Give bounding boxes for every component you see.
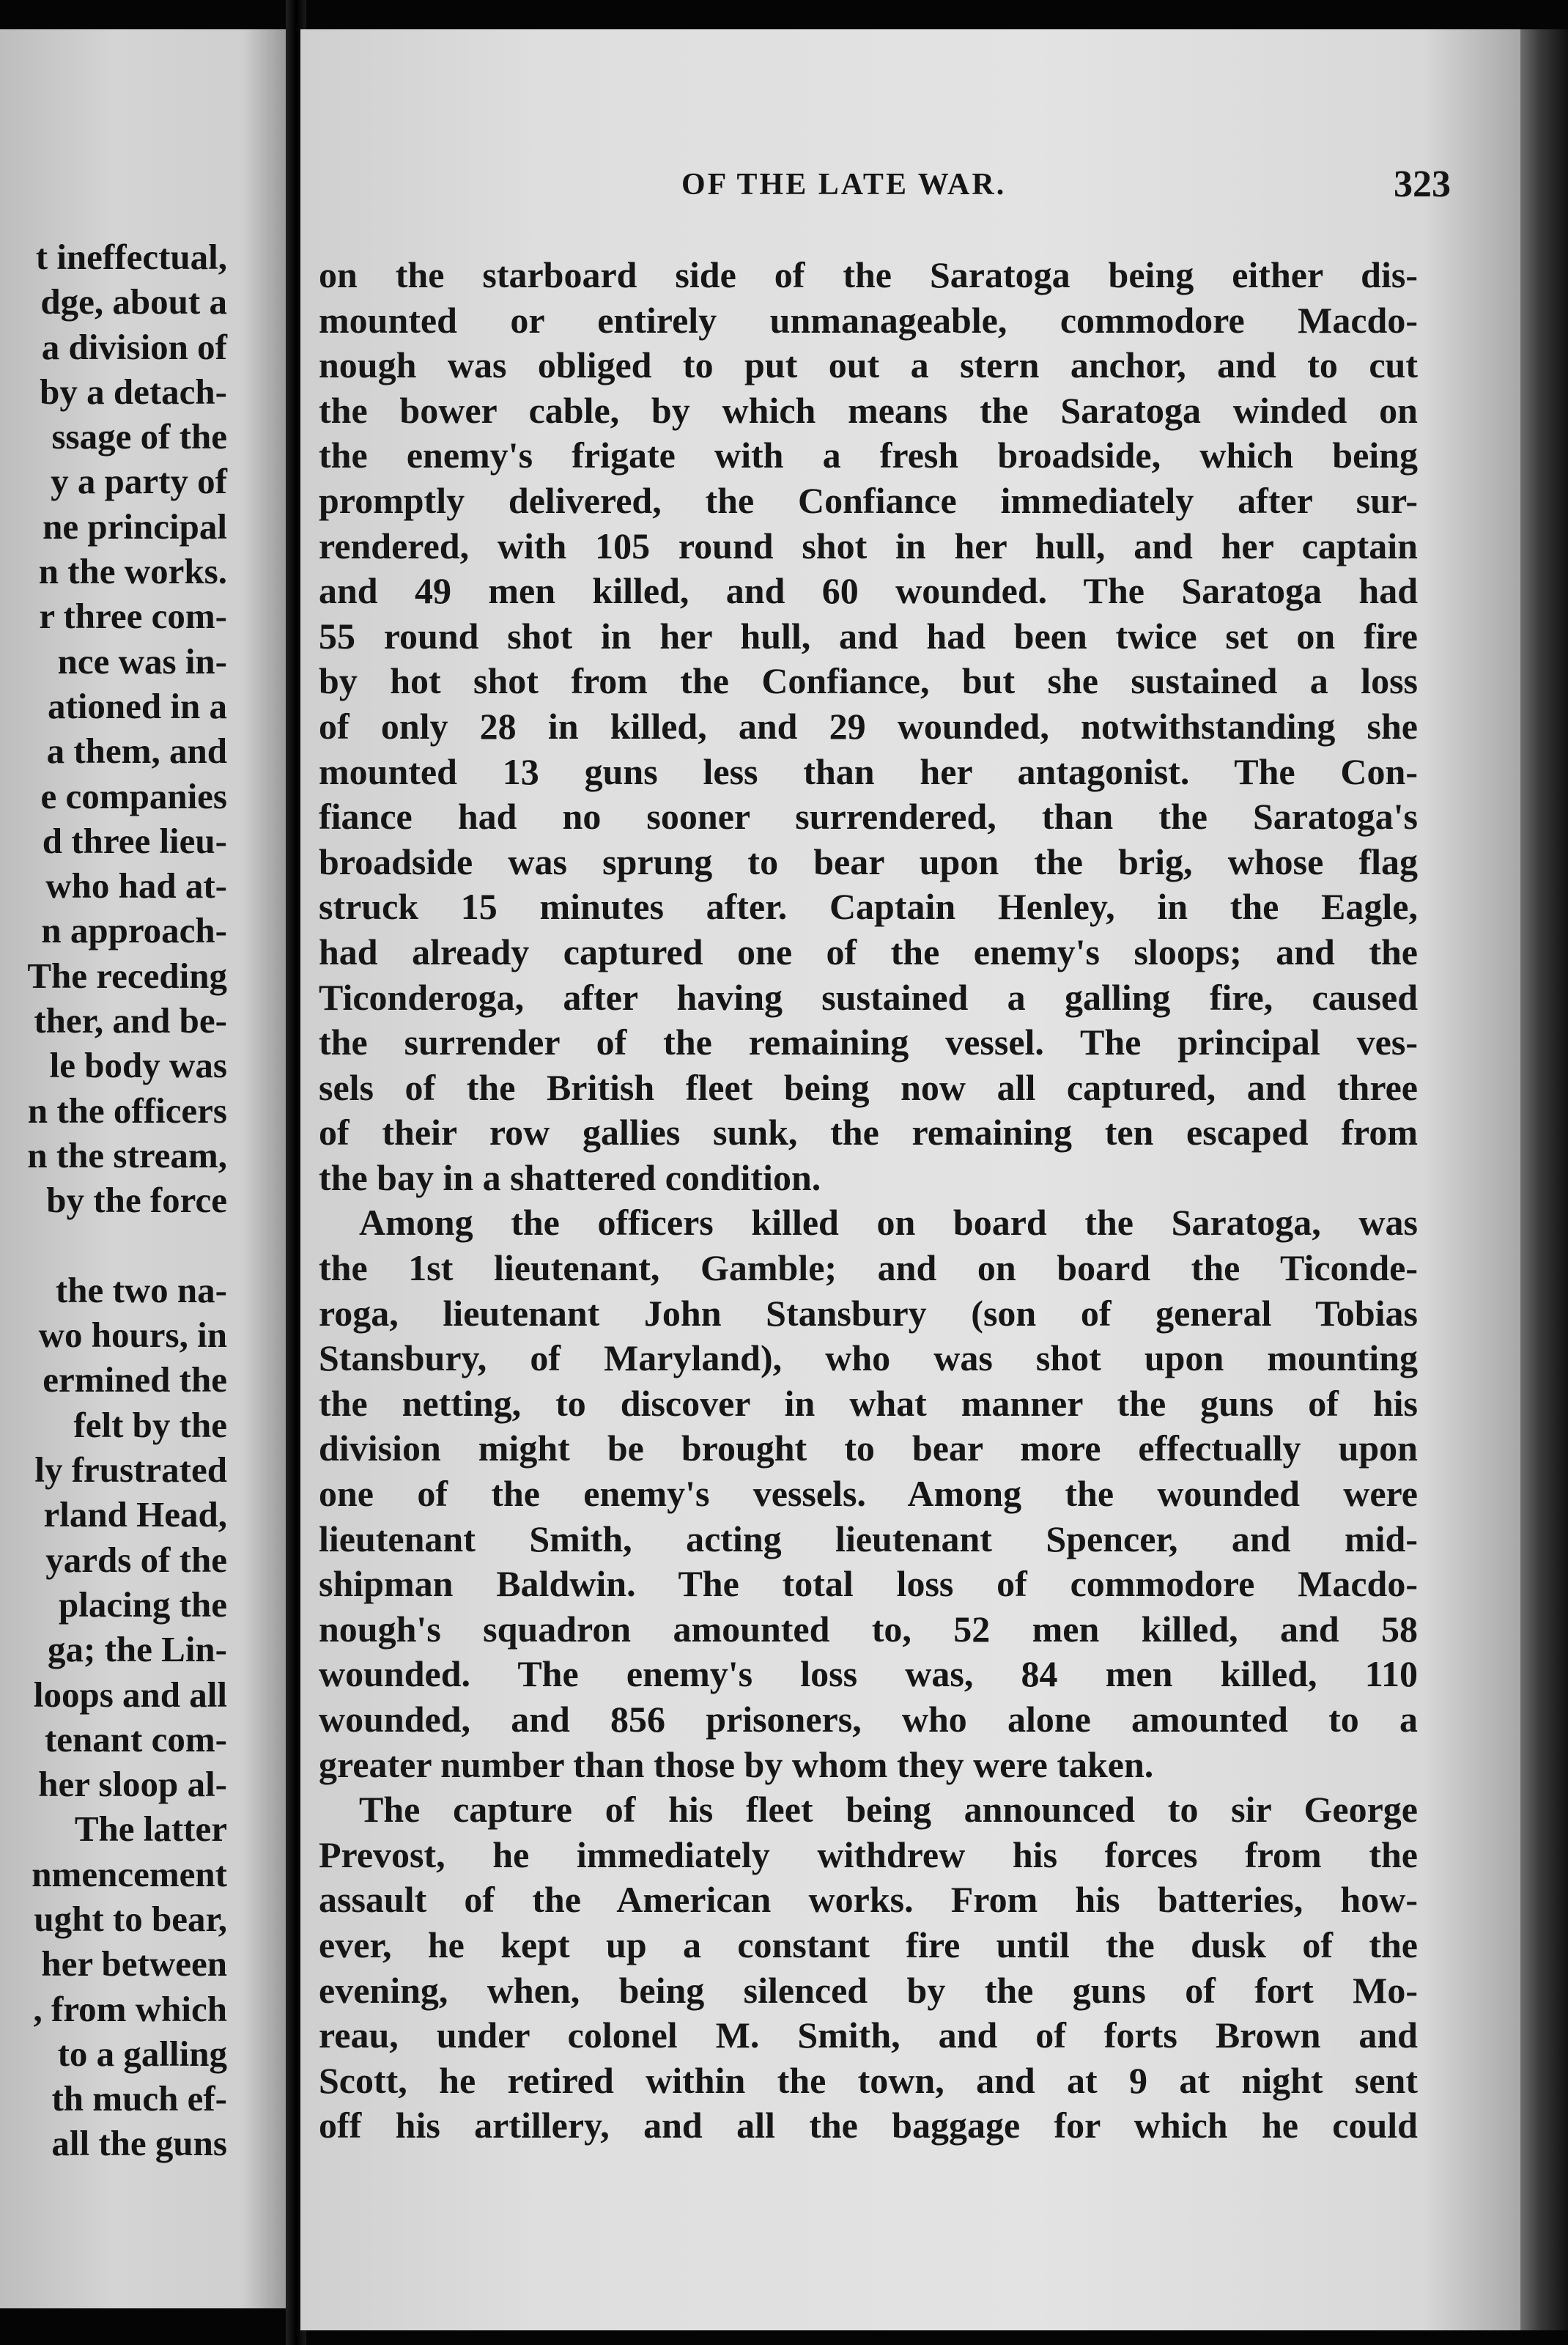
text-line: broadside was sprung to bear upon the brig, whose flag [319, 841, 1418, 882]
left-page-line: all the guns [51, 2123, 227, 2164]
text-line: wounded, and 856 prisoners, who alone amounted to a [319, 1699, 1418, 1740]
left-page-line: a division of [41, 326, 227, 367]
body-text [319, 253, 1418, 2149]
left-page-line: her sloop al- [38, 1764, 227, 1805]
text-line: the 1st lieutenant, Gamble; and on board the Ticonde- [319, 1247, 1418, 1289]
left-page-line: her between [41, 1943, 227, 1984]
text-line: fiance had no sooner surrendered, than the Saratoga's [319, 796, 1418, 838]
text-line: the bay in a shattered condition. [319, 1156, 821, 1198]
text-line: by hot shot from the Confiance, but she sustained a loss [319, 660, 1418, 702]
text-line: Stansbury, of Maryland), who was shot upon mounting [319, 1337, 1418, 1379]
left-page-line: y a party of [51, 461, 227, 502]
page-edge [1520, 29, 1568, 2330]
left-page-line: tenant com- [44, 1718, 227, 1759]
left-page-line: loops and all [33, 1674, 227, 1715]
left-page-line: to a galling [57, 2033, 227, 2074]
left-page-line: n approach- [41, 910, 227, 951]
text-line: rendered, with 105 round shot in her hull, and her captain [319, 525, 1418, 566]
left-page-line: rland Head, [43, 1494, 227, 1535]
left-page-line: nce was in- [57, 640, 227, 682]
text-line: off his artillery, and all the baggage for which he could [319, 2105, 1418, 2146]
text-line: The capture of his fleet being announced to sir George [359, 1789, 1418, 1831]
left-page-line [0, 1223, 227, 1268]
text-line: one of the enemy's vessels. Among the wounded were [319, 1473, 1418, 1515]
left-page-line: d three lieu- [42, 820, 227, 861]
text-line: greater number than those by whom they were taken. [319, 1743, 1154, 1785]
left-page-line: dge, about a [40, 281, 227, 322]
left-page-line: ationed in a [47, 685, 227, 726]
text-line: 55 round shot in her hull, and had been twice set on fire [319, 615, 1418, 657]
left-page-line: placing the [58, 1584, 227, 1625]
left-page-line: nmencement [32, 1853, 227, 1894]
text-line: assault of the American works. From his batteries, how- [319, 1879, 1418, 1921]
text-line: the netting, to discover in what manner the guns of his [319, 1382, 1418, 1424]
left-page-line: The receding [27, 955, 227, 996]
left-page-line: ne principal [42, 506, 227, 547]
text-line: nough's squadron amounted to, 52 men killed, and 58 [319, 1608, 1418, 1650]
left-page-line: The latter [74, 1809, 227, 1850]
left-page-line: by a detach- [40, 371, 227, 412]
text-line: mounted 13 guns less than her antagonist. The Con- [319, 750, 1418, 792]
text-line: promptly delivered, the Confiance immediately after sur- [319, 479, 1418, 521]
left-page-line: a them, and [46, 731, 227, 772]
left-page-line: who had at- [45, 865, 227, 906]
text-line: roga, lieutenant John Stansbury (son of general Tobias [319, 1292, 1418, 1334]
left-page-line: ther, and be- [34, 1000, 227, 1041]
left-page-line: felt by the [73, 1404, 227, 1445]
left-facing-page [0, 29, 286, 2308]
left-page-line: ught to bear, [34, 1898, 227, 1939]
left-page-line: ermined the [42, 1359, 227, 1400]
left-page-line: r three com- [39, 596, 227, 637]
left-page-line: ly frustrated [34, 1450, 227, 1491]
text-line: sels of the British fleet being now all captured, and three [319, 1066, 1418, 1108]
text-line: reau, under colonel M. Smith, and of forts Brown and [319, 2015, 1418, 2056]
left-page-line: by the force [46, 1180, 227, 1221]
left-page-line: t ineffectual, [35, 237, 227, 277]
text-line: struck 15 minutes after. Captain Henley, in the Eagle, [319, 886, 1418, 928]
text-line: ever, he kept up a constant fire until the dusk of the [319, 1924, 1418, 1965]
text-line: Among the officers killed on board the Saratoga, was [359, 1202, 1418, 1244]
page-number: 323 [1394, 163, 1451, 205]
text-line: of only 28 in killed, and 29 wounded, notwithstanding she [319, 705, 1418, 747]
left-page-line: le body was [49, 1045, 227, 1086]
left-page-text [0, 234, 227, 2166]
text-line: Prevost, he immediately withdrew his forces from the [319, 1833, 1418, 1875]
text-line: shipman Baldwin. The total loss of commodore Macdo- [319, 1563, 1418, 1605]
text-line: of their row gallies sunk, the remaining ten escaped from [319, 1112, 1418, 1153]
left-page-line: e companies [40, 775, 227, 816]
text-line: on the starboard side of the Saratoga being either dis- [319, 254, 1418, 295]
text-line: the bower cable, by which means the Saratoga winded on [319, 389, 1418, 431]
right-page [300, 29, 1520, 2330]
left-page-line: n the works. [38, 551, 227, 592]
left-page-line: wo hours, in [38, 1315, 227, 1356]
left-page-line: , from which [33, 1988, 227, 2029]
running-head: OF THE LATE WAR. [681, 168, 1007, 202]
left-page-line: ssage of the [51, 416, 227, 457]
text-line: the surrender of the remaining vessel. The principal ves- [319, 1022, 1418, 1063]
text-line: Scott, he retired within the town, and at 9 at night sent [319, 2059, 1418, 2101]
left-page-line: n the officers [27, 1090, 227, 1131]
left-page-line: n the stream, [27, 1134, 227, 1175]
text-line: had already captured one of the enemy's sloops; and the [319, 931, 1418, 972]
text-line: lieutenant Smith, acting lieutenant Spencer, and mid- [319, 1518, 1418, 1559]
text-line: mounted or entirely unmanageable, commodore Macdo- [319, 299, 1418, 341]
left-page-line: th much ef- [51, 2078, 227, 2119]
left-page-line: ga; the Lin- [48, 1629, 227, 1670]
text-line: wounded. The enemy's loss was, 84 men killed, 110 [319, 1653, 1418, 1695]
text-line: Ticonderoga, after having sustained a galling fire, caused [319, 976, 1418, 1018]
left-page-line: the two na- [55, 1269, 227, 1310]
text-line: the enemy's frigate with a fresh broadside, which being [319, 435, 1418, 476]
text-line: evening, when, being silenced by the guns of fort Mo- [319, 1969, 1418, 2011]
left-page-line: yards of the [45, 1539, 227, 1580]
text-line: division might be brought to bear more effectually upon [319, 1428, 1418, 1469]
text-line: nough was obliged to put out a stern anchor, and to cut [319, 344, 1418, 386]
text-line: and 49 men killed, and 60 wounded. The Saratoga had [319, 570, 1418, 612]
